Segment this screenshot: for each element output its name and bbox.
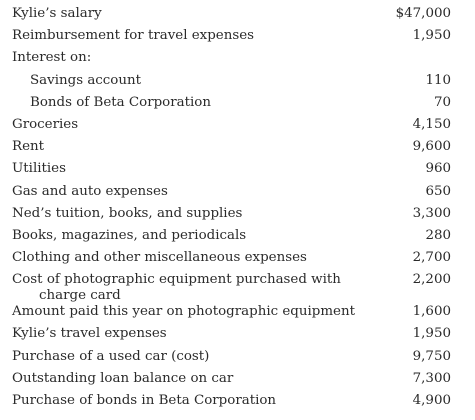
- row-label: Ned’s tuition, books, and supplies: [12, 205, 243, 221]
- row-value: 1,600: [412, 304, 451, 320]
- row-label: Bonds of Beta Corporation: [30, 94, 211, 110]
- table-row: [0, 323, 475, 345]
- row-label: Outstanding loan balance on car: [12, 370, 234, 386]
- row-label: Gas and auto expenses: [12, 183, 168, 199]
- table-row: [0, 114, 475, 136]
- row-value: 2,200: [412, 272, 451, 288]
- table-row: [0, 247, 475, 269]
- row-label: Interest on:: [12, 50, 92, 66]
- table-row: [0, 158, 475, 180]
- row-label: Savings account: [30, 72, 142, 88]
- row-label: Purchase of bonds in Beta Corporation: [12, 393, 277, 408]
- row-value: 110: [425, 72, 451, 88]
- row-value: 4,150: [412, 116, 451, 132]
- table-row: [0, 3, 475, 25]
- row-value: $47,000: [395, 6, 451, 21]
- table-row: [0, 346, 475, 368]
- row-value: 1,950: [412, 326, 451, 342]
- row-value: 1,950: [412, 28, 451, 44]
- table-row: [0, 390, 475, 412]
- table-row: [0, 368, 475, 390]
- row-value: 9,600: [412, 139, 451, 155]
- row-label: Groceries: [12, 116, 79, 132]
- row-label: Amount paid this year on photographic equipment: [12, 304, 355, 320]
- row-label: Books, magazines, and periodicals: [12, 227, 247, 243]
- table-row: [0, 92, 475, 114]
- table-row: [0, 225, 475, 247]
- row-label: Purchase of a used car (cost): [12, 348, 210, 364]
- row-label: Reimbursement for travel expenses: [12, 28, 254, 44]
- table-row: [0, 136, 475, 158]
- row-label: Kylie’s travel expenses: [12, 326, 167, 342]
- row-label: Utilities: [12, 161, 66, 177]
- row-value: 280: [425, 227, 451, 243]
- table-row: [0, 70, 475, 92]
- row-label: Rent: [12, 139, 45, 155]
- row-value: 2,700: [412, 250, 451, 266]
- row-label-wrap: [12, 272, 341, 304]
- row-value: 3,300: [412, 205, 451, 221]
- row-label-continuation: charge card: [39, 288, 121, 304]
- table-row: [0, 47, 475, 69]
- table-row: [0, 181, 475, 203]
- row-label: Clothing and other miscellaneous expenses: [12, 250, 307, 266]
- table-row: [0, 203, 475, 225]
- table-row: [0, 25, 475, 47]
- row-value: 7,300: [412, 370, 451, 386]
- table-row: [0, 269, 475, 304]
- row-value: 9,750: [412, 348, 451, 364]
- row-label: Kylie’s salary: [12, 6, 102, 21]
- row-value: 960: [425, 161, 451, 177]
- row-value: 4,900: [412, 393, 451, 408]
- row-value: 70: [433, 94, 451, 110]
- row-label: Cost of photographic equipment purchased with: [12, 272, 341, 288]
- table-row: [0, 301, 475, 323]
- row-value: 650: [425, 183, 451, 199]
